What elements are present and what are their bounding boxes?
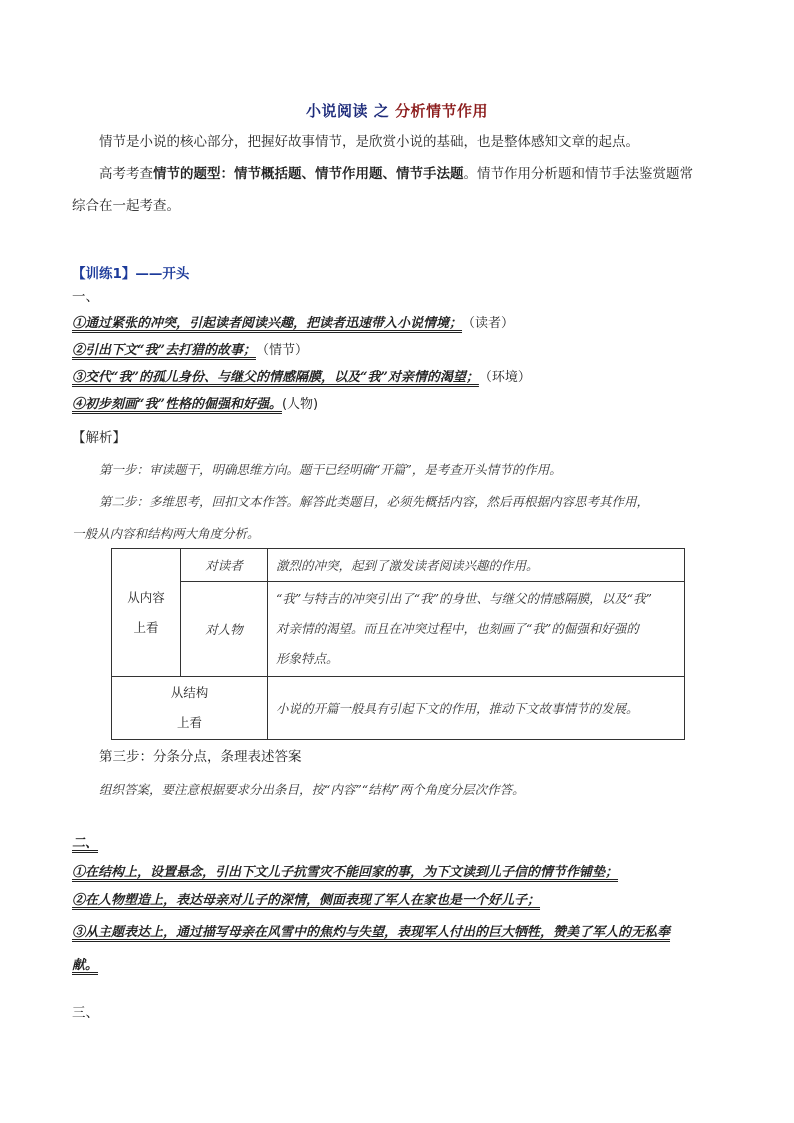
- title-prefix: 小说阅读 之: [306, 102, 395, 120]
- character-line-2: 对亲情的渴望。而且在冲突过程中，也刻画了“我”的倔强和好强的: [276, 621, 639, 636]
- intro-line-3: 综合在一起考查。: [72, 198, 180, 214]
- answer-1: [72, 312, 514, 331]
- answer-2-text: ②引出下文“我”去打猎的故事；: [72, 343, 256, 358]
- answer-1-text: ①通过紧张的冲突，引起读者阅读兴趣，把读者迅速带入小说情境；: [72, 316, 463, 331]
- intro-question-types: 情节的题型：情节概括题、情节作用题、情节手法题: [153, 166, 464, 182]
- section-2-item-2: ②在人物塑造上，表达母亲对儿子的深情，侧面表现了军人在家也是一个好儿子；: [72, 893, 541, 908]
- intro-line-2-suffix: 。情节作用分析题和情节手法鉴赏题常: [463, 166, 693, 182]
- page-title: [0, 100, 794, 121]
- character-line-3: 形象特点。: [276, 651, 339, 666]
- answer-2: [72, 339, 308, 358]
- answer-4-text: ④初步刻画“我”性格的倔强和好强。: [72, 397, 282, 412]
- answer-3: [72, 366, 531, 385]
- reader-label: 对读者: [181, 549, 268, 582]
- analysis-table: [111, 548, 685, 740]
- answer-2-tag: （情节）: [255, 343, 308, 358]
- section-2-label: 二、: [72, 836, 99, 851]
- intro-line-2-prefix: 高考考查: [99, 166, 153, 182]
- structure-angle-label-2: 上看: [176, 715, 202, 730]
- training-heading: 【训练1】——开头: [72, 266, 190, 282]
- step-1: 第一步：审读题干，明确思维方向。题干已经明确“开篇”，是考查开头情节的作用。: [99, 462, 562, 477]
- intro-line-2: [99, 164, 693, 184]
- answer-4-tag: (人物): [281, 397, 319, 412]
- answer-4: [72, 393, 318, 412]
- structure-text: 小说的开篇一般具有引起下文的作用，推动下文故事情节的发展。: [268, 677, 685, 740]
- section-2-item-1: ①在结构上，设置悬念，引出下文儿子抗雪灾不能回家的事，为下文读到儿子信的情节作铺垫；: [72, 865, 619, 880]
- content-angle-label-2: 上看: [133, 619, 159, 635]
- reader-text: 激烈的冲突，起到了激发读者阅读兴趣的作用。: [268, 549, 685, 582]
- structure-angle-cell: [112, 677, 268, 740]
- section-1-label: 一、: [72, 289, 99, 305]
- content-angle-cell: [112, 549, 181, 677]
- answer-1-tag: （读者）: [462, 316, 515, 331]
- step-3-detail: 组织答案，要注意根据要求分出条目，按“内容”“结构”两个角度分层次作答。: [99, 782, 525, 797]
- section-2-item-3-cont: 献。: [72, 958, 99, 973]
- section-3-label: 三、: [72, 1005, 99, 1021]
- structure-angle-label-1: 从结构: [170, 685, 209, 700]
- step-3: 第三步：分条分点，条理表述答案: [99, 749, 302, 765]
- character-line-1: “我”与特吉的冲突引出了“我”的身世、与继父的情感隔膜，以及“我”: [276, 591, 652, 606]
- title-highlight: 分析情节作用: [394, 102, 488, 120]
- character-label: 对人物: [181, 582, 268, 677]
- analysis-label: 【解析】: [72, 430, 126, 446]
- section-2-item-3: ③从主题表达上，通过描写母亲在风雪中的焦灼与失望，表现军人付出的巨大牺牲，赞美了军人的无私奉: [72, 925, 671, 940]
- content-angle-label-1: 从内容: [127, 589, 165, 605]
- step-2-line-2: 一般从内容和结构两大角度分析。: [72, 526, 260, 541]
- answer-3-text: ③交代“我”的孤儿身份、与继父的情感隔膜，以及“我”对亲情的渴望；: [72, 370, 479, 385]
- intro-line-1: 情节是小说的核心部分，把握好故事情节，是欣赏小说的基础，也是整体感知文章的起点。: [99, 134, 639, 150]
- character-text: [268, 582, 685, 677]
- step-2-line-1: 第二步：多维思考，回扣文本作答。解答此类题目，必须先概括内容，然后再根据内容思考其作用，: [99, 494, 650, 509]
- answer-3-tag: （环境）: [478, 370, 531, 385]
